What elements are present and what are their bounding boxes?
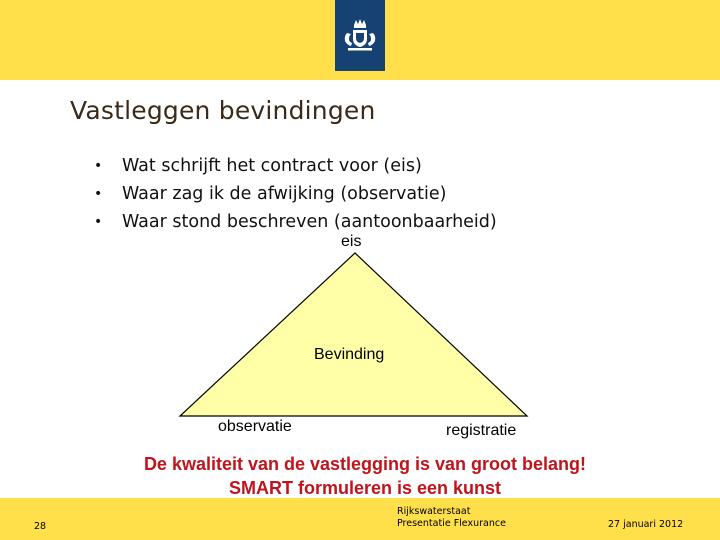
triangle-center-label: Bevinding <box>314 346 385 363</box>
conclusion-line-2: SMART formuleren is een kunst <box>228 478 502 498</box>
bullet-dot: • <box>94 214 103 230</box>
conclusion-text <box>100 452 630 500</box>
bullet-dot: • <box>94 186 103 202</box>
triangle-shape <box>180 253 527 416</box>
bullet-dot: • <box>94 158 103 174</box>
slide-title: Vastleggen bevindingen <box>70 96 376 125</box>
bullet-text: Wat schrijft het contract voor (eis) <box>122 156 422 176</box>
triangle-right-label: registratie <box>446 422 517 439</box>
page-number: 28 <box>34 521 47 532</box>
triangle-top-label: eis <box>341 233 362 250</box>
bullet-text: Waar stond beschreven (aantoonbaarheid) <box>122 212 497 232</box>
footer-info <box>397 506 506 530</box>
presentation-name: Presentatie Flexurance <box>397 518 506 529</box>
footer-date: 27 januari 2012 <box>608 519 684 530</box>
bullet-text: Waar zag ik de afwijking (observatie) <box>122 184 447 204</box>
triangle-left-label: observatie <box>218 418 292 435</box>
organisation-name: Rijkswaterstaat <box>397 506 471 517</box>
conclusion-line-1: De kwaliteit van de vastlegging is van groot belang! <box>143 454 587 474</box>
